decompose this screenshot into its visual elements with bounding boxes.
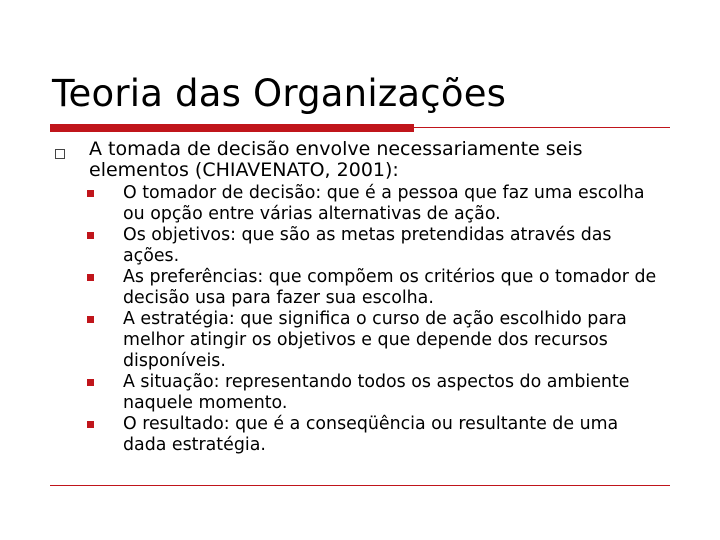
filled-square-bullet-icon <box>87 232 94 239</box>
list-item <box>87 372 667 414</box>
list-item-text: O tomador de decisão: que é a pessoa que faz uma escolha ou opção entre várias alternativas de ação. <box>123 183 645 224</box>
list-item-text: O resultado: que é a conseqüência ou resultante de uma dada estratégia. <box>123 414 619 455</box>
list-item-text: As preferências: que compõem os critérios que o tomador de decisão usa para fazer sua escolha. <box>123 267 657 308</box>
main-bullet-text: A tomada de decisão envolve necessariamente seis elementos (CHIAVENATO, 2001): <box>89 138 583 181</box>
slide-title: Teoria das Organizações <box>52 72 507 115</box>
list-item <box>87 267 667 309</box>
list-item <box>87 309 667 372</box>
title-underline-accent <box>50 124 414 132</box>
list-item-text: Os objetivos: que são as metas pretendidas através das ações. <box>123 225 612 266</box>
filled-square-bullet-icon <box>87 316 94 323</box>
sub-bullet-list <box>87 183 667 456</box>
list-item <box>87 183 667 225</box>
hollow-square-bullet-icon <box>55 149 65 159</box>
filled-square-bullet-icon <box>87 274 94 281</box>
title-underline-rule <box>414 127 670 128</box>
list-item-text: A situação: representando todos os aspectos do ambiente naquele momento. <box>123 372 630 413</box>
list-item <box>87 225 667 267</box>
footer-divider <box>50 485 670 486</box>
list-item <box>87 414 667 456</box>
filled-square-bullet-icon <box>87 379 94 386</box>
list-item-text: A estratégia: que significa o curso de ação escolhido para melhor atingir os objetivos e que depende dos recursos disponíveis. <box>123 309 627 371</box>
filled-square-bullet-icon <box>87 421 94 428</box>
filled-square-bullet-icon <box>87 190 94 197</box>
